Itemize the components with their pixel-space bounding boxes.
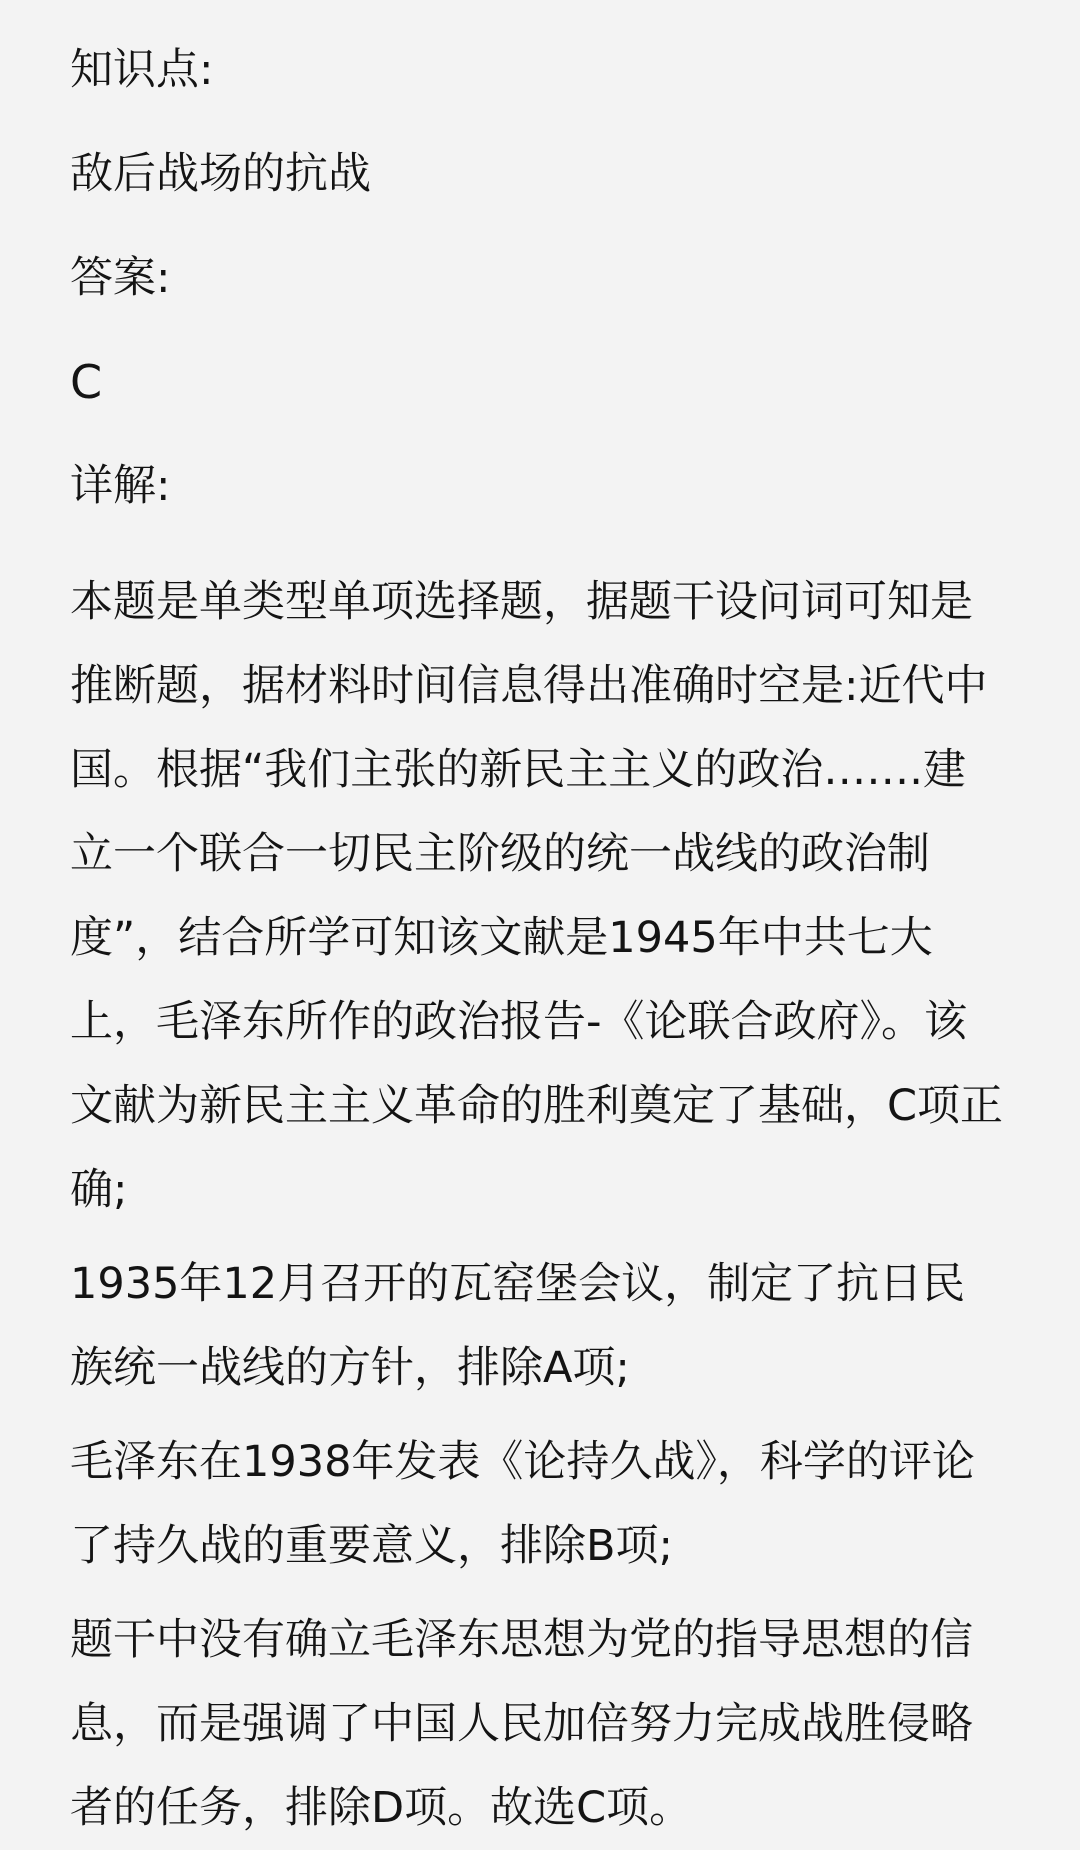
knowledge-value: 敌后战场的抗战 (70, 149, 371, 199)
explanation-paragraph: 本题是单类型单项选择题，据题干设问词可知是推断题，据材料时间信息得出准确时空是:近代中国。根据“我们主张的新民主主义的政治…….建立一个联合一切民主阶级的统一战线的政治制度”，结合所学可知该文献是1945年中共七大上，毛泽东所作的政治报告-《论联合政府》。该文献为新民主主义革命的胜利奠定了基础，C项正确; (70, 577, 1004, 1215)
answer-value: C (70, 355, 103, 409)
explanation-paragraph: 1935年12月召开的瓦窑堡会议，制定了抗日民族统一战线的方针，排除A项; (70, 1259, 966, 1393)
explanation-content (70, 560, 1008, 1850)
knowledge-label: 知识点: (70, 45, 214, 95)
explanation-label: 详解: (70, 461, 171, 511)
answer-label: 答案: (70, 253, 171, 303)
explanation-paragraph: 题干中没有确立毛泽东思想为党的指导思想的信息，而是强调了中国人民加倍努力完成战胜侵略者的任务，排除D项。故选C项。 (70, 1615, 973, 1833)
explanation-paragraph: 毛泽东在1938年发表《论持久战》，科学的评论了持久战的重要意义，排除B项; (70, 1437, 975, 1571)
